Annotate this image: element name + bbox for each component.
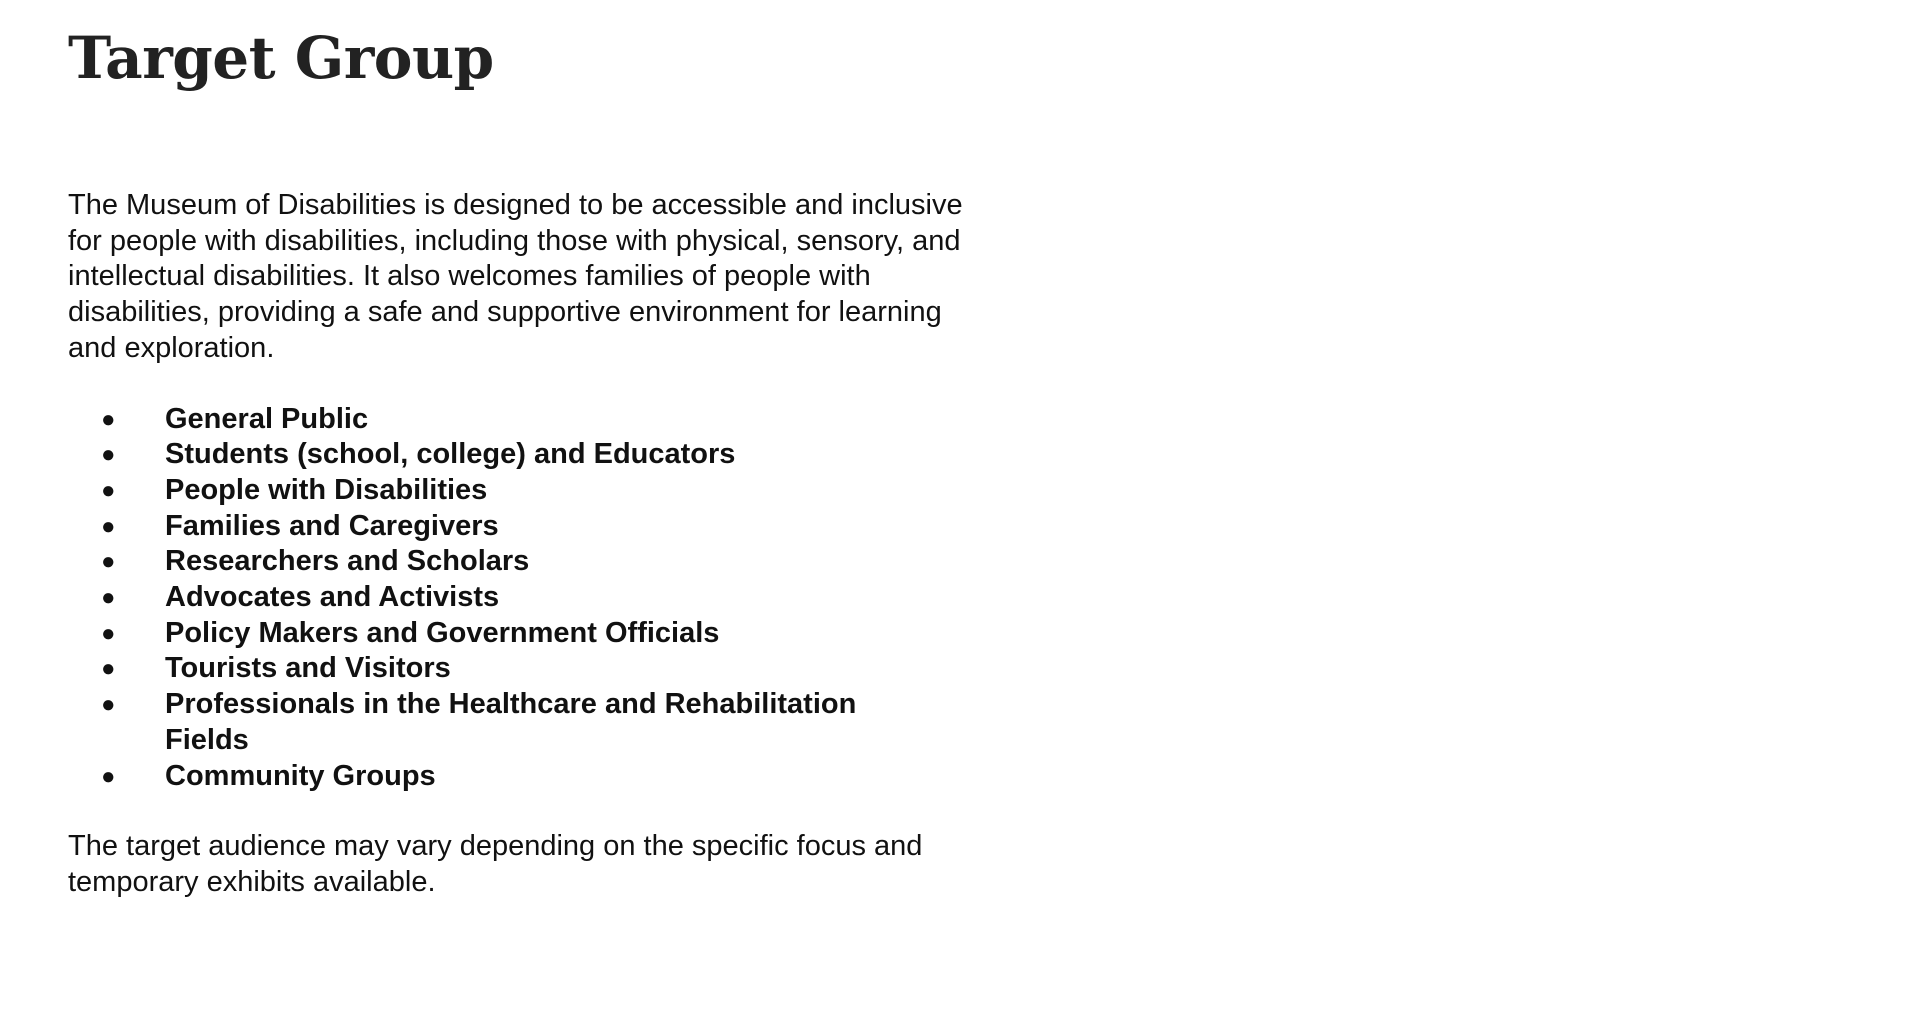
list-item-label: Professionals in the Healthcare and Rehabilitation Fields [165, 688, 857, 756]
list-item [68, 580, 965, 616]
bullet-icon: ● [101, 619, 116, 647]
list-item-label: General Public [165, 402, 369, 435]
page-title: Target Group [68, 24, 494, 92]
intro-paragraph: The Museum of Disabilities is designed to be accessible and inclusive for people with disabilities, including those with physical, sensory, and intellectual disabilities. It also welcomes families of people with disabilities, providing a safe and supportive environment for learning and exploration. [68, 189, 963, 364]
list-item-label: Policy Makers and Government Officials [165, 616, 720, 649]
document-page [68, 20, 968, 901]
list-item [68, 759, 965, 795]
list-item [68, 651, 965, 687]
bullet-icon: ● [101, 512, 116, 540]
bullet-icon: ● [101, 548, 116, 576]
list-item-label: Community Groups [165, 759, 436, 792]
bullet-icon: ● [101, 691, 116, 719]
list-item-label: Families and Caregivers [165, 509, 499, 542]
list-item [68, 437, 965, 473]
bullet-icon: ● [101, 762, 116, 790]
list-item-label: People with Disabilities [165, 473, 488, 506]
bullet-icon: ● [101, 476, 116, 504]
bullet-icon: ● [101, 584, 116, 612]
list-item [68, 473, 965, 509]
list-item [68, 687, 965, 758]
list-item-label: Advocates and Activists [165, 581, 500, 614]
closing-paragraph: The target audience may vary depending on the specific focus and temporary exhibits available. [68, 830, 923, 898]
target-audience-list [68, 402, 968, 795]
bullet-icon: ● [101, 655, 116, 683]
list-item [68, 509, 965, 545]
list-item [68, 402, 965, 438]
list-item [68, 616, 965, 652]
list-item-label: Students (school, college) and Educators [165, 438, 736, 471]
bullet-icon: ● [101, 441, 116, 469]
bullet-icon: ● [101, 405, 116, 433]
list-item-label: Tourists and Visitors [165, 652, 451, 685]
list-item [68, 544, 965, 580]
list-item-label: Researchers and Scholars [165, 545, 530, 578]
